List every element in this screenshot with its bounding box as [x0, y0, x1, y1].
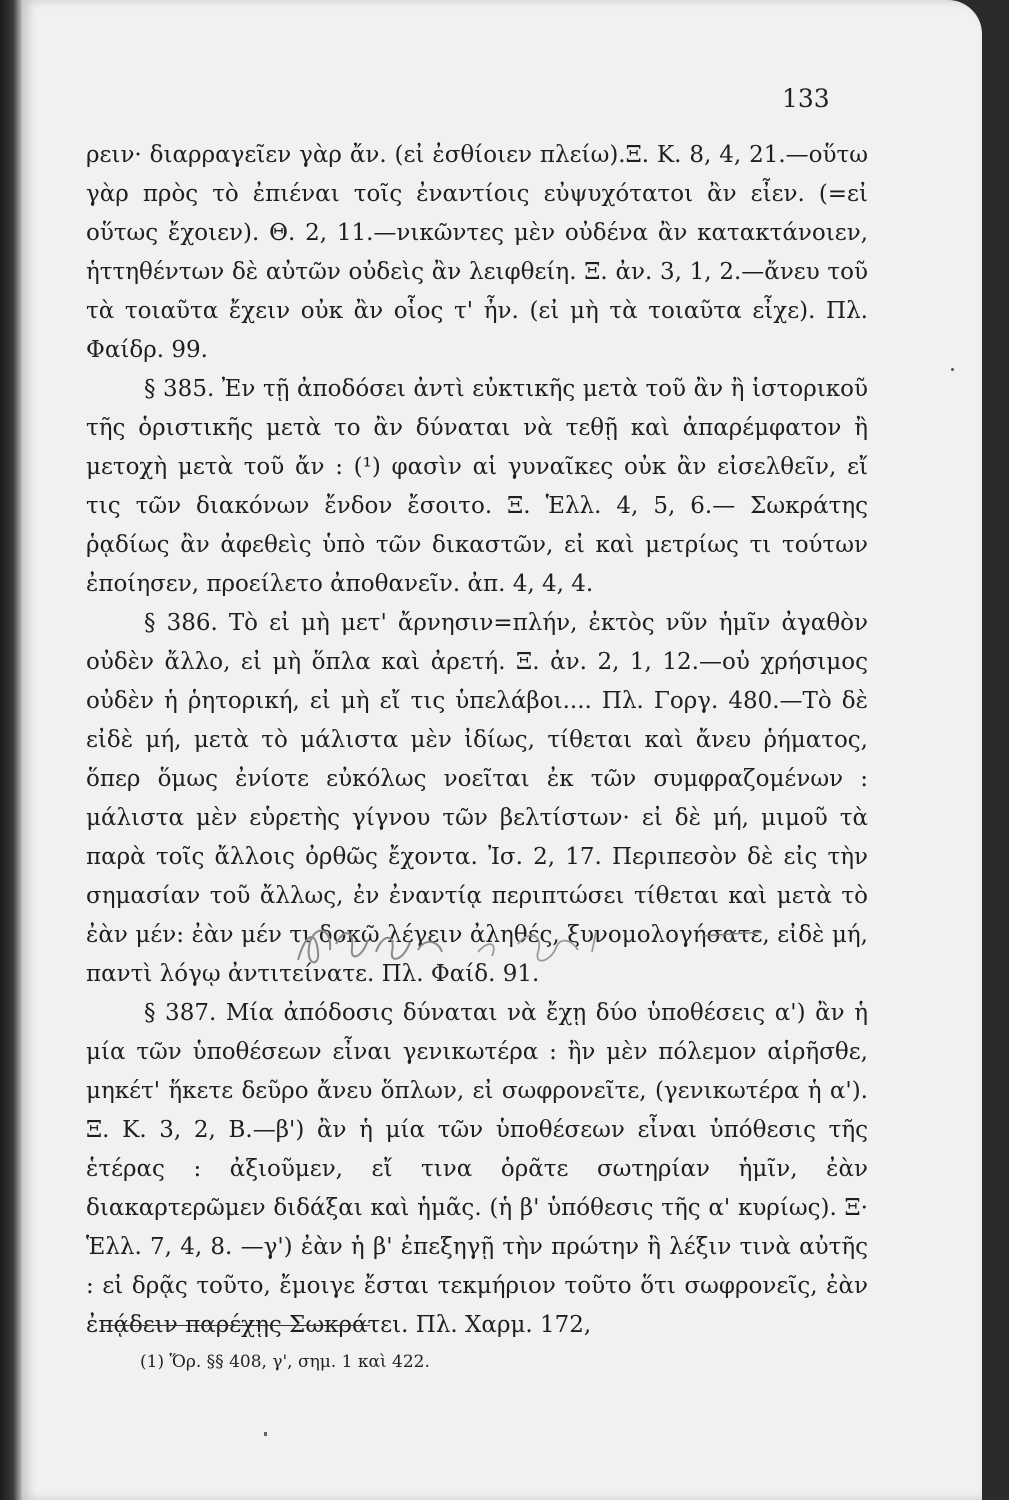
paragraph-1: ρειν· διαρραγεῖεν γὰρ ἄν. (εἰ ἐσθίοιεν πλείω).Ξ. Κ. 8, 4, 21.—οὕτω γὰρ πρὸς τὸ ἐπιέναι τοῖς ἐναντίοις εὐψυχότατοι ἂν εἶεν. (=εἰ οὕτως ἔχοιεν). Θ. 2, 11.—νικῶντες μὲν οὐδένα ἂν κατακτάνοιεν, ἡττηθέντων δὲ αὐτῶν οὐδεὶς ἂν λειφθείη. Ξ. ἀν. 3, 1, 2.—ἄνευ τοῦ τὰ τοιαῦτα ἔχειν οὐκ ἂν οἷος τ' ἦν. (εἰ μὴ τὰ τοιαῦτα εἶχε). Πλ. Φαίδρ. 99. — [86, 142, 868, 363]
body-text — [86, 136, 868, 1345]
footnote-divider — [102, 1325, 370, 1326]
ink-speck — [264, 1432, 267, 1436]
footnote: (1) Ὅρ. §§ 408, γ', σημ. 1 καὶ 422. — [140, 1352, 430, 1372]
handwritten-annotation — [292, 922, 772, 972]
book-spine — [0, 0, 22, 1500]
paragraph-386: § 386. Τὸ εἰ μὴ μετ' ἄρνησιν=πλήν, ἐκτὸς νῦν ἡμῖν ἀγαθὸν οὐδὲν ἄλλο, εἰ μὴ ὅπλα καὶ ἀρετή. Ξ. ἀν. 2, 1, 12.—οὐ χρήσιμος οὐδὲν ἡ ῥητορική, εἰ μὴ εἴ τις ὑπελάβοι.... Πλ. Γοργ. 480.—Τὸ δὲ εἰδὲ μή, μετὰ τὸ μάλιστα μὲν ἰδίως, τίθεται καὶ ἄνευ ῥήματος, ὅπερ ὅμως ἐνίοτε εὐκόλως νοεῖται ἐκ τῶν συμφραζομένων : μάλιστα μὲν εὑρετὴς γίγνου τῶν βελτίστων· εἰ δὲ μή, μιμοῦ τὰ παρὰ τοῖς ἄλλοις ὀρθῶς ἔχοντα. Ἰσ. 2, 17. Περιπεσὸν δὲ εἰς τὴν σημασίαν τοῦ ἄλλως, ἐν ἐναντίᾳ περιπτώσει τίθεται καὶ μετὰ τὸ ἐὰν μέν: ἐὰν μέν τι δοκῶ λέγειν ἀληθές, ξυνομολογήσατε, εἰδὲ μή, παντὶ λόγῳ ἀντιτείνατε. Πλ. Φαίδ. 91. — [86, 610, 868, 987]
book-page — [22, 0, 982, 1500]
ink-speck — [951, 368, 954, 371]
paragraph-387: § 387. Μία ἀπόδοσις δύναται νὰ ἔχῃ δύο ὑποθέσεις α') ἂν ἡ μία τῶν ὑποθέσεων εἶναι γενικωτέρα : ἢν μὲν πόλεμον αἱρῆσθε, μηκέτ' ἥκετε δεῦρο ἄνευ ὅπλων, εἰ σωφρονεῖτε, (γενικωτέρα ἡ α'). Ξ. Κ. 3, 2, Β.—β') ἂν ἡ μία τῶν ὑποθέσεων εἶναι ὑπόθεσις τῆς ἑτέρας : ἀξιοῦμεν, εἴ τινα ὁρᾶτε σωτηρίαν ἡμῖν, ἐὰν διακαρτερῶμεν διδάξαι καὶ ἡμᾶς. (ἡ β' ὑπόθεσις τῆς α' κυρίως). Ξ· Ἑλλ. 7, 4, 8. —γ') ἐὰν ἡ β' ἐπεξηγῇ τὴν πρώτην ἢ λέξιν τινὰ αὐτῆς : εἰ δρᾷς τοῦτο, ἔμοιγε ἔσται τεκμήριον τοῦτο ὅτι σωφρονεῖς, ἐὰν ἐπᾴδειν παρέχῃς Σωκράτει. Πλ. Χαρμ. 172, — [86, 1000, 868, 1338]
page-number: 133 — [782, 84, 830, 113]
paragraph-385: § 385. Ἐν τῇ ἀποδόσει ἀντὶ εὐκτικῆς μετὰ τοῦ ἂν ἢ ἱστορικοῦ τῆς ὁριστικῆς μετὰ το ἂν δύναται νὰ τεθῇ καὶ ἀπαρέμφατον ἢ μετοχὴ μετὰ τοῦ ἄν : (¹) φασὶν αἱ γυναῖκες οὐκ ἂν εἰσελθεῖν, εἴ τις τῶν διακόνων ἔνδον ἔσοιτο. Ξ. Ἑλλ. 4, 5, 6.— Σωκράτης ῥᾳδίως ἂν ἀφεθεὶς ὑπὸ τῶν δικαστῶν, εἰ καὶ μετρίως τι τούτων ἐποίησεν, προείλετο ἀποθανεῖν. ἀπ. 4, 4, 4. — [86, 376, 868, 597]
